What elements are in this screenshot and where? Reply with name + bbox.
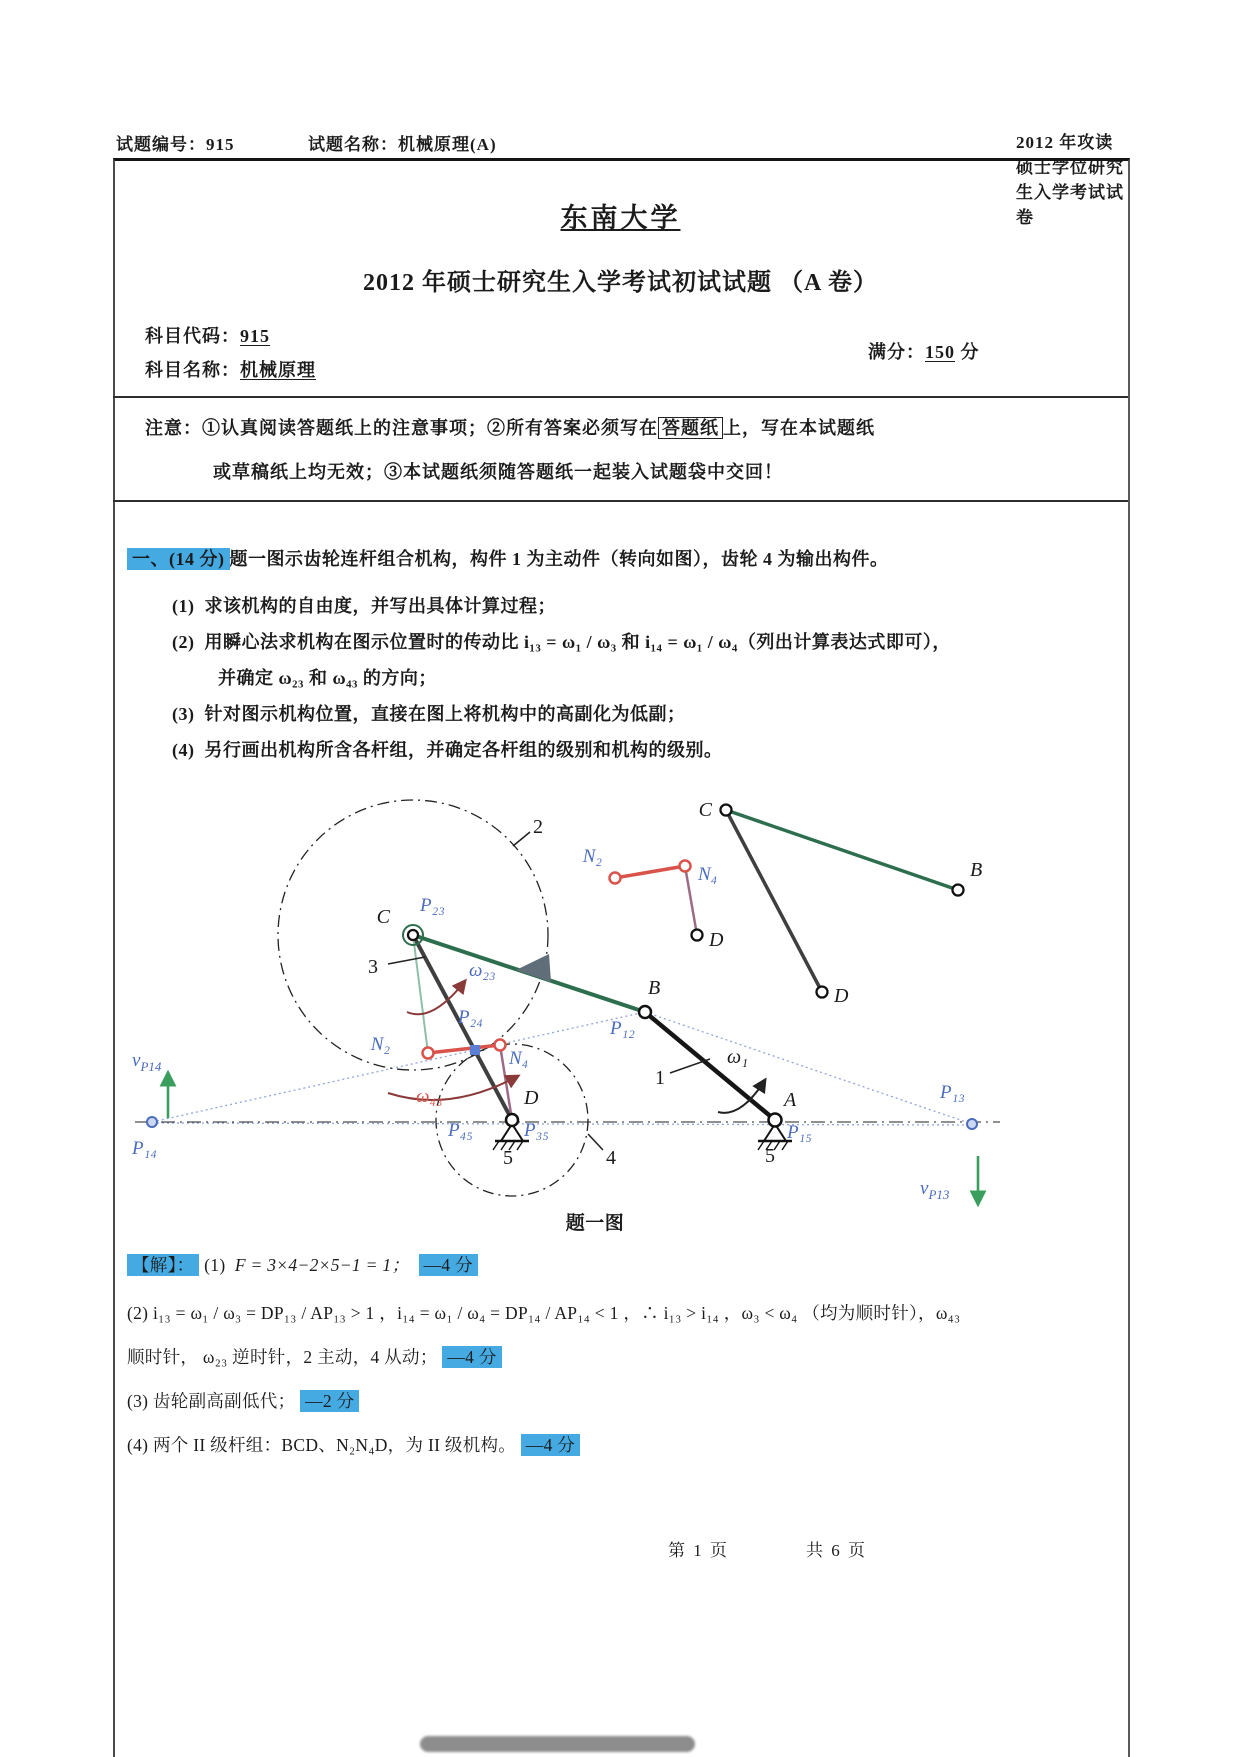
subject-code-row (145, 322, 270, 348)
label-n2: N₂ (370, 1034, 390, 1055)
mechanism-diagram (120, 770, 1120, 1215)
label-p23: P₂₃ (420, 895, 445, 916)
notice-text-1: ①认真阅读答题纸上的注意事项；②所有答案必须写在 (202, 418, 658, 438)
item-2-text: 用瞬心法求机构在图示位置时的传动比 i₁₃ = ω₁ / ω₃ 和 i₁₄ = ω₁ / ω₄（列出计算表达式即可）， (204, 632, 951, 652)
label-omega43: ω₄₃ (416, 1086, 443, 1107)
item-1-number: (1) (172, 596, 195, 616)
question-item-2 (172, 628, 1132, 654)
label-p12: P₁₂ (610, 1018, 635, 1039)
joint-a (769, 1114, 782, 1127)
notice-text-2: 上，写在本试题纸 (723, 418, 875, 438)
full-score-label: 满分： (868, 342, 925, 362)
footer-page-number: 第 1 页 (668, 1541, 729, 1560)
exam-subtitle: 2012 年硕士研究生入学考试初试试题 （A 卷） (362, 270, 878, 296)
label-vp14 (132, 1050, 162, 1074)
label-vp13 (920, 1178, 950, 1202)
leader-gear4-label (588, 1134, 603, 1150)
header-exam-number: 试题编号：915 (116, 135, 235, 154)
solution-line-2: (2) i₁₃ = ω₁ / ω₃ = DP₁₃ / AP₁₃ > 1 ，i₁₄ = ω₁ / ω₄ = DP₁₄ / AP₁₄ < 1 ，∴ i₁₃ > i₁₄ ，ω₃ < ω₄ （均为顺时针），ω₄₃ (127, 1303, 961, 1323)
solution-1-formula: F = 3×4−2×5−1 = 1； (234, 1255, 410, 1275)
exam-subtitle-row (113, 262, 1128, 297)
label-gear4: 4 (606, 1147, 616, 1169)
solution-line-1 (127, 1252, 478, 1277)
dyad-label-d2: D (834, 985, 849, 1007)
label-a: A (784, 1089, 797, 1111)
dyad-label-b: B (970, 859, 983, 881)
divider-under-meta (113, 396, 1128, 398)
question-item-1 (172, 592, 556, 618)
header-exam-session: 2012 年攻读硕士学位研究生入学考试试卷 (1016, 133, 1124, 227)
full-score-row (868, 338, 980, 364)
solution-line-4 (127, 1388, 359, 1413)
solution-4-score: —2 分 (300, 1390, 359, 1412)
notice-label: 注意： (145, 418, 202, 438)
node-n2 (423, 1048, 434, 1059)
label-c: C (376, 906, 390, 928)
question-1-stem: 题一图示齿轮连杆组合机构，构件 1 为主动件（转向如图），齿轮 4 为输出构件。 (229, 549, 889, 569)
subject-name-value: 机械原理 (240, 360, 316, 380)
dyad-group-bcd (699, 799, 983, 1007)
solution-line-5 (127, 1432, 580, 1457)
university-title-row (113, 196, 1128, 235)
solution-3-text: 顺时针， ω₂₃ 逆时针，2 主动，4 从动； (127, 1347, 438, 1367)
item-2-number: (2) (172, 632, 195, 652)
solution-line-3 (127, 1344, 502, 1369)
label-five-d: 5 (503, 1147, 513, 1169)
subject-code-value: 915 (240, 326, 270, 346)
solution-5-text: (4) 两个 II 级杆组：BCD、N₂N₄D，为 II 级机构。 (127, 1435, 517, 1455)
label-p13: P₁₃ (940, 1082, 965, 1103)
notice-line2: 或草稿纸上均无效；③本试题纸须随答题纸一起装入试题袋中交回！ (213, 462, 783, 482)
question-1-stem-row (127, 545, 1117, 571)
instant-center-p14-point (147, 1117, 157, 1127)
full-score-value: 150 (925, 342, 955, 362)
solution-1-score: —4 分 (419, 1254, 478, 1276)
vp13-sub: P13 (928, 1187, 950, 1202)
omega23-arc-arrow (407, 981, 465, 1014)
joint-d (506, 1114, 518, 1126)
label-b: B (648, 977, 661, 999)
crank1-ba (645, 1012, 775, 1120)
leader-gear2-label (513, 832, 530, 846)
subject-name-row (145, 356, 316, 382)
label-five-a: 5 (765, 1145, 775, 1167)
label-gear2: 2 (533, 816, 543, 838)
dotted-line-b-p13 (645, 1012, 972, 1124)
university-title: 东南大学 (560, 203, 681, 233)
divider-under-notice (113, 500, 1128, 502)
solution-5-score: —4 分 (521, 1434, 580, 1456)
joint-b (639, 1006, 651, 1018)
dyad-group-n2n4d (582, 846, 724, 951)
vp14-sub: P14 (140, 1059, 162, 1074)
leader-link3-label (388, 957, 425, 964)
subject-code-label: 科目代码： (145, 326, 240, 346)
item-3-text: 针对图示机构位置，直接在图上将机构中的高副化为低副； (204, 704, 686, 724)
figure-caption: 题一图 (565, 1213, 625, 1234)
question-item-3 (172, 700, 686, 726)
solution-4-text: (3) 齿轮副高副低代； (127, 1391, 296, 1411)
item-1-text: 求该机构的自由度，并写出具体计算过程； (204, 596, 556, 616)
notice-line1 (145, 414, 1105, 440)
label-n4: N₄ (509, 1048, 529, 1069)
label-p24: P₂₄ (458, 1007, 483, 1028)
subject-name-label: 科目名称： (145, 360, 240, 380)
joint-c (408, 930, 418, 940)
solution-tag: 【解】： (127, 1254, 199, 1276)
node-n4 (495, 1040, 506, 1051)
item-4-number: (4) (172, 740, 195, 760)
dyad-label-n2: N₂ (582, 846, 602, 867)
label-p45: P₄₅ (448, 1120, 473, 1141)
question-item-4 (172, 736, 723, 762)
dyad-label-n4: N₄ (698, 864, 718, 885)
vp13-v: v (920, 1178, 929, 1199)
line-of-action-n2n4 (428, 1045, 500, 1053)
dyad-label-c: C (698, 799, 712, 821)
scan-artifact-smudge (420, 1736, 695, 1752)
label-p35: P₃₅ (524, 1120, 549, 1141)
dotted-line-p14-b (152, 1012, 645, 1122)
dotted-line-p14-p13 (152, 1123, 972, 1125)
instant-center-p13-point (967, 1119, 977, 1129)
solution-1-number: (1) (204, 1255, 226, 1275)
solution-3-score: —4 分 (442, 1346, 501, 1368)
label-omega23: ω₂₃ (469, 960, 496, 981)
label-link1: 1 (655, 1067, 665, 1089)
gear-contact-triangle-marker (516, 954, 551, 982)
question-item-2-line2: 并确定 ω₂₃ 和 ω₄₃ 的方向； (218, 668, 437, 688)
leader-link1-label (670, 1059, 710, 1073)
vp14-v: v (132, 1050, 141, 1071)
label-p15: P₁₅ (787, 1122, 812, 1143)
label-omega1: ω₁ (727, 1046, 749, 1068)
label-p14: P₁₄ (132, 1138, 157, 1159)
footer-total-pages: 共 6 页 (806, 1541, 867, 1560)
instant-center-p24-square (470, 1045, 480, 1055)
dyad-label-d1: D (709, 929, 724, 951)
header-exam-name: 试题名称：机械原理(A) (308, 135, 497, 154)
question-1-badge: 一、(14 分) (127, 548, 230, 570)
item-4-text: 另行画出机构所含各杆组，并确定各杆组的级别和机构的级别。 (204, 740, 723, 760)
label-d: D (524, 1087, 539, 1109)
full-score-unit: 分 (960, 342, 980, 362)
label-link3: 3 (368, 956, 378, 978)
notice-boxed-answer-sheet: 答题纸 (658, 417, 723, 439)
item-3-number: (3) (172, 704, 195, 724)
